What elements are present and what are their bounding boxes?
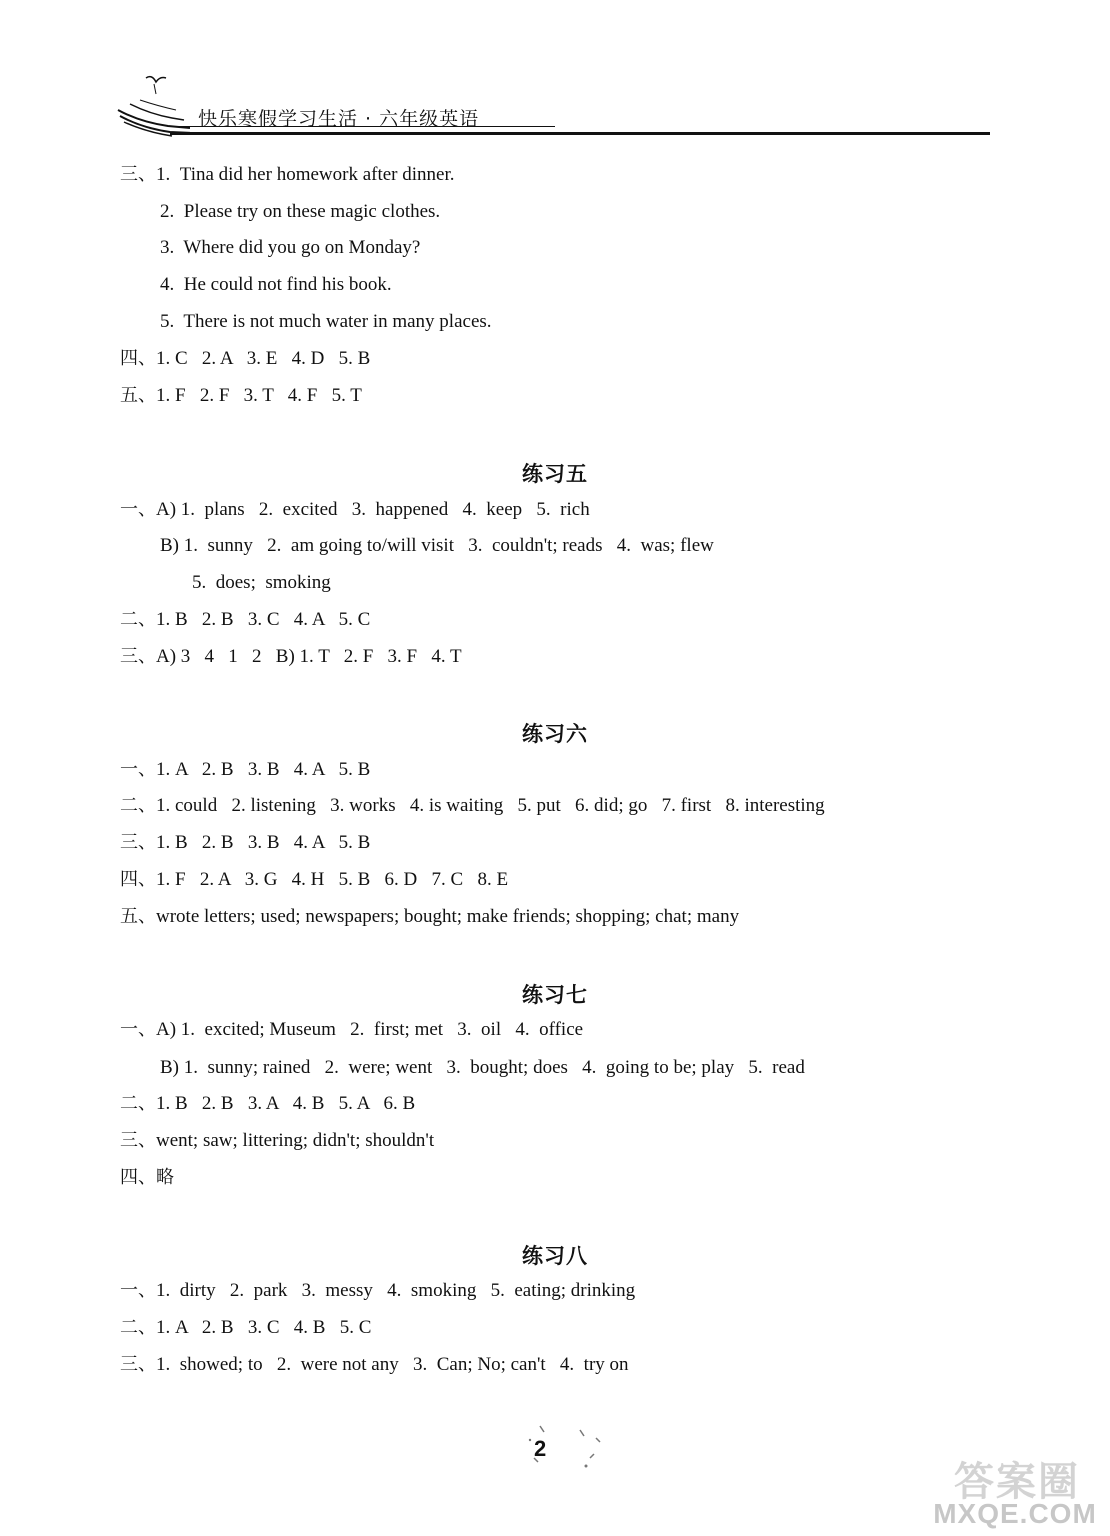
answer-text: A) 3 4 1 2 B) 1. T 2. F 3. F 4. T (156, 646, 462, 667)
section-marker: 三、 (120, 832, 156, 853)
section-marker: 四、 (120, 348, 156, 369)
answer-text: 1. C 2. A 3. E 4. D 5. B (156, 348, 371, 369)
answer-text: 1. showed; to 2. were not any 3. Can; No; can't 4. try on (156, 1354, 629, 1375)
section-marker: 二、 (120, 795, 156, 816)
watermark-domain: MXQE.COM (933, 1498, 1097, 1529)
answer-line (160, 273, 392, 297)
watermark (930, 1450, 1100, 1530)
answer-text: A) 1. excited; Museum 2. first; met 3. oil 4. office (156, 1019, 584, 1040)
answer-text: went; saw; littering; didn't; shouldn't (156, 1130, 435, 1151)
section-marker: 三、 (120, 164, 156, 185)
section-marker: 二、 (120, 609, 156, 630)
section-marker: 五、 (120, 385, 156, 406)
answer-line (120, 163, 455, 187)
exercise-title: 练习七 (522, 983, 588, 1007)
answer-line (120, 1092, 415, 1116)
answer-line (120, 758, 370, 782)
book-title: 快乐寒假学习生活 · 六年级英语 (198, 108, 480, 130)
answer-text: 1. B 2. B 3. A 4. B 5. A 6. B (156, 1093, 416, 1114)
answer-text: B) 1. sunny; rained 2. were; went 3. bought; does 4. going to be; play 5. read (160, 1057, 805, 1078)
answer-line (120, 1279, 635, 1303)
answer-text: 1. B 2. B 3. C 4. A 5. C (156, 609, 371, 630)
answer-line (120, 608, 370, 632)
answer-text: 1. A 2. B 3. B 4. A 5. B (156, 759, 371, 780)
answer-line (120, 1166, 174, 1190)
answer-line (160, 1056, 805, 1080)
answer-text: wrote letters; used; newspapers; bought; make friends; shopping; chat; many (156, 906, 740, 927)
answer-line (192, 571, 331, 595)
answer-line (160, 200, 440, 224)
section-marker: 一、 (120, 1019, 156, 1040)
answer-text: 略 (156, 1167, 174, 1188)
watermark-logo: 答案圈 (954, 1459, 1080, 1505)
answer-line (120, 1316, 371, 1340)
section-marker: 一、 (120, 499, 156, 520)
exercise-title: 练习六 (522, 722, 588, 746)
exercise-title: 练习八 (522, 1244, 588, 1268)
answer-text: 1. Tina did her homework after dinner. (156, 164, 455, 185)
answer-text: 4. He could not find his book. (160, 274, 392, 295)
exercise-title: 练习五 (522, 462, 588, 486)
header-rule (170, 132, 990, 135)
answer-text: 5. There is not much water in many places. (160, 311, 492, 332)
answer-line (120, 868, 508, 892)
answer-line (120, 794, 825, 818)
answer-text: A) 1. plans 2. excited 3. happened 4. keep 5. rich (156, 499, 590, 520)
answer-text: 3. Where did you go on Monday? (160, 237, 421, 258)
answer-line (120, 1018, 583, 1042)
answer-text: 1. dirty 2. park 3. messy 4. smoking 5. eating; drinking (156, 1280, 636, 1301)
answer-line (120, 1353, 629, 1377)
answer-text: 1. could 2. listening 3. works 4. is waiting 5. put 6. did; go 7. first 8. interesting (156, 795, 825, 816)
section-marker: 五、 (120, 906, 156, 927)
answer-line (120, 905, 739, 929)
section-marker: 四、 (120, 1167, 156, 1188)
answer-line (160, 236, 420, 260)
section-marker: 一、 (120, 759, 156, 780)
section-marker: 四、 (120, 869, 156, 890)
page-number: 2 (534, 1436, 547, 1461)
answer-text: 1. B 2. B 3. B 4. A 5. B (156, 832, 371, 853)
answer-line (160, 534, 714, 558)
answer-line (120, 645, 462, 669)
answer-text: 1. F 2. F 3. T 4. F 5. T (156, 385, 362, 406)
section-marker: 三、 (120, 1130, 156, 1151)
answer-line (120, 384, 362, 408)
answer-text: 2. Please try on these magic clothes. (160, 201, 441, 222)
answer-line (120, 1129, 434, 1153)
answer-text: 5. does; smoking (192, 572, 331, 593)
section-marker: 二、 (120, 1093, 156, 1114)
answer-line (160, 310, 492, 334)
answer-line (120, 347, 370, 371)
book-with-bird-icon (110, 70, 190, 140)
answer-line (120, 498, 590, 522)
answer-text: 1. A 2. B 3. C 4. B 5. C (156, 1317, 372, 1338)
page-header (110, 70, 990, 140)
section-marker: 一、 (120, 1280, 156, 1301)
section-marker: 三、 (120, 646, 156, 667)
answer-text: B) 1. sunny 2. am going to/will visit 3. couldn't; reads 4. was; flew (160, 535, 714, 556)
answer-line (120, 831, 370, 855)
section-marker: 二、 (120, 1317, 156, 1338)
answer-text: 1. F 2. A 3. G 4. H 5. B 6. D 7. C 8. E (156, 869, 509, 890)
section-marker: 三、 (120, 1354, 156, 1375)
